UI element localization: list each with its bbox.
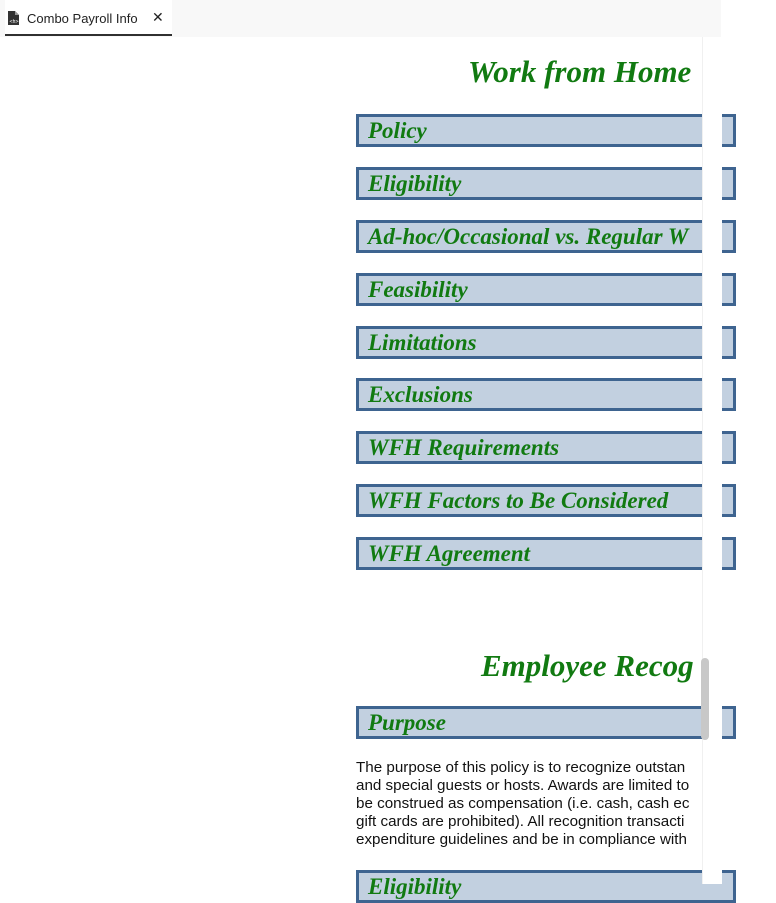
section-label: Exclusions: [368, 382, 473, 407]
section-label: Eligibility: [368, 874, 462, 899]
section-label: Limitations: [368, 330, 477, 355]
page-content: [0, 37, 702, 899]
section-limitations[interactable]: [356, 326, 736, 359]
section-label: Eligibility: [368, 171, 462, 196]
recognition-heading: Employee Recog: [481, 648, 694, 683]
section-label: WFH Factors to Be Considered: [368, 488, 669, 513]
scrollbar-thumb[interactable]: [701, 658, 709, 740]
section-adhoc-vs-regular[interactable]: [356, 220, 736, 253]
section-exclusions[interactable]: [356, 378, 736, 411]
section-label: Purpose: [368, 710, 446, 735]
paragraph-line: and special guests or hosts. Awards are limited to: [356, 777, 690, 794]
section-label: Feasibility: [368, 277, 468, 302]
paragraph-line: be construed as compensation (i.e. cash, cash ec: [356, 795, 690, 812]
section-recognition-eligibility[interactable]: [356, 870, 736, 903]
section-purpose[interactable]: [356, 706, 736, 739]
close-icon[interactable]: ✕: [152, 9, 164, 25]
document-icon: [8, 11, 19, 25]
paragraph-line: The purpose of this policy is to recognize outstan: [356, 759, 686, 776]
paragraph-line: expenditure guidelines and be in compliance with: [356, 831, 687, 848]
paragraph-line: gift cards are prohibited). All recognition transacti: [356, 813, 685, 830]
tab-title: Combo Payroll Info: [27, 11, 138, 26]
section-wfh-agreement[interactable]: [356, 537, 736, 570]
svg-text:<h>: <h>: [9, 19, 19, 25]
section-wfh-requirements[interactable]: [356, 431, 736, 464]
section-label: WFH Agreement: [368, 541, 531, 566]
tab-combo-payroll-info[interactable]: [5, 0, 172, 36]
section-policy[interactable]: [356, 114, 736, 147]
section-wfh-factors[interactable]: [356, 484, 736, 517]
tab-bar: [0, 0, 721, 38]
scrollbar[interactable]: [702, 37, 722, 884]
section-label: WFH Requirements: [368, 435, 560, 460]
wfh-heading: Work from Home: [468, 54, 692, 89]
section-eligibility[interactable]: [356, 167, 736, 200]
section-label: Ad-hoc/Occasional vs. Regular W: [368, 224, 689, 249]
section-label: Policy: [368, 118, 427, 143]
section-feasibility[interactable]: [356, 273, 736, 306]
